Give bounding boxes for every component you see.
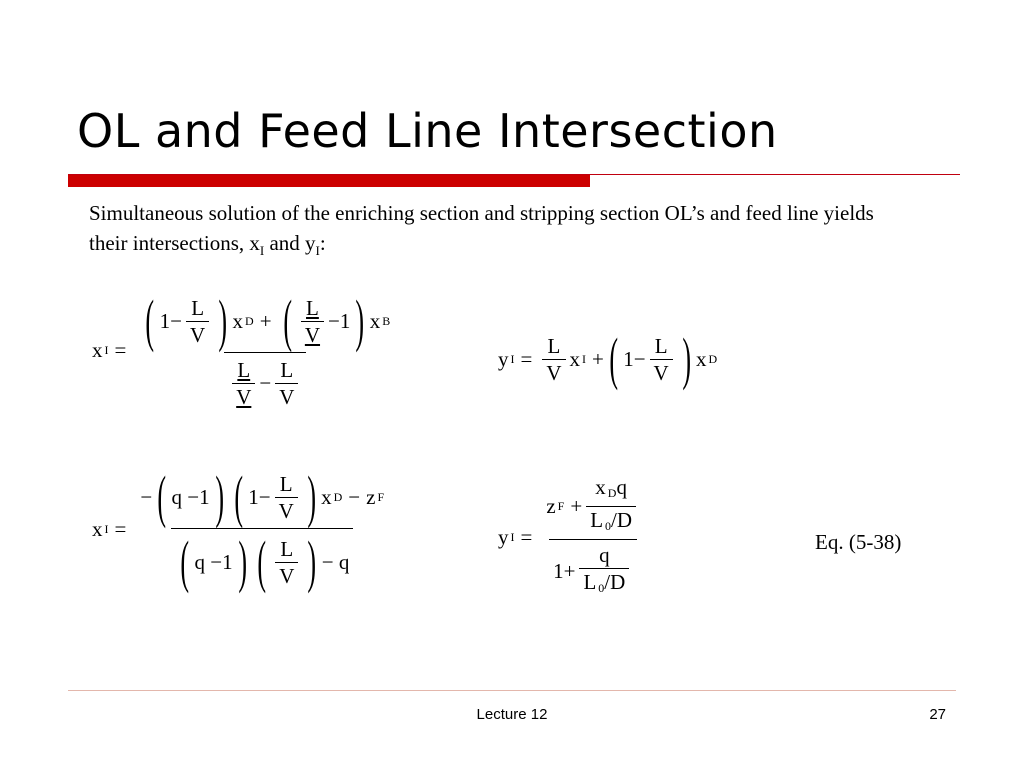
equation-yi-feed: y I = z F + $\frac{x _Dq}{L _0/D}$ 1+ $\frac{q}{L _0/D}$	[498, 476, 648, 599]
intro-paragraph	[89, 198, 909, 266]
fraction-feed: − ( q −1 ) ( 1− $\frac{L}{V}$ ) x D − z F ( q −1 ) ( $\frac{L}{V}$ ) − q	[140, 464, 385, 594]
equation-xi-feed: x I = − ( q −1 ) ( 1− $\frac{L}{V}$ ) x D − z F ( q −1 ) ( $\frac{L}{V}$ ) − q	[92, 468, 392, 591]
footer-divider	[68, 690, 956, 691]
intro-sub-1: I	[259, 243, 265, 259]
intro-end: :	[319, 231, 326, 255]
footer-lecture-label: Lecture 12	[476, 706, 548, 723]
page-number: 27	[929, 706, 946, 723]
intro-sub-2: I	[315, 243, 320, 259]
intro-text: Simultaneous solution of the enriching section and stripping section OL’s and feed line yields their intersections, x	[89, 201, 874, 255]
equation-xi-enriching: x I = ( 1− $\frac{L}{V}$ ) x D + ( $\frac{L}{V}$ −1 ) x B $\frac{L}{V}$ − $\frac{L}{V}$	[92, 292, 398, 408]
page-title: OL and Feed Line Intersection	[77, 104, 778, 158]
intro-and: and y	[264, 231, 316, 255]
fraction-main: ( 1− $\frac{L}{V}$ ) x D + ( $\frac{L}{V}$ −1 ) x B $\frac{L}{V}$ − $\frac{L}{V}$	[145, 288, 391, 409]
equation-number: Eq. (5-38)	[815, 530, 902, 554]
equation-yi-enriching: y I = $\frac{L}{V}$ x I + ( 1− $\frac{L}{V}$ ) x D	[498, 326, 718, 391]
title-accent-bar	[68, 175, 590, 187]
fraction-yi-feed: z F + $\frac{x _Dq}{L _0/D}$ 1+ $\frac{q}{L _0/D}$	[542, 476, 644, 599]
